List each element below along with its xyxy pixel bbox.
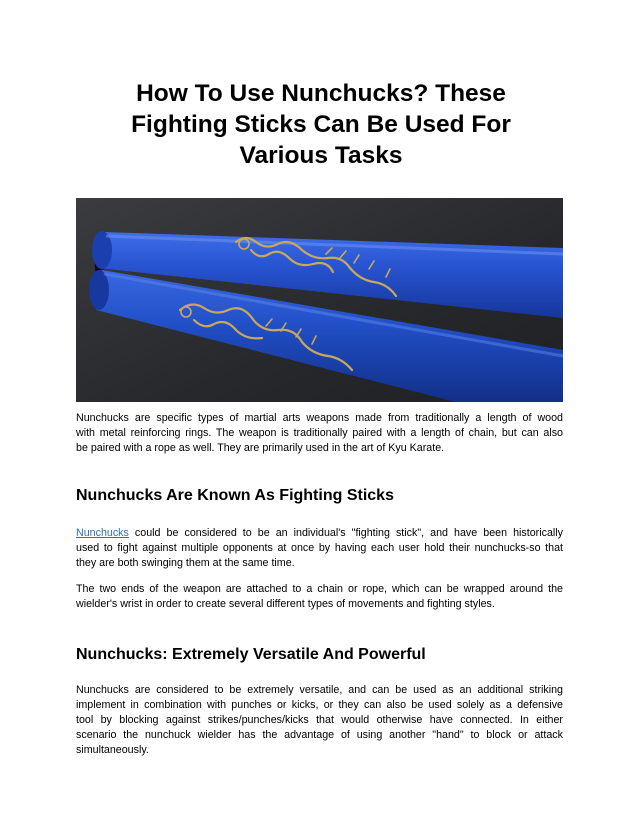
section-heading-versatile: Nunchucks: Extremely Versatile And Powerful: [76, 646, 426, 663]
intro-line: with metal reinforcing rings. The weapon is traditionally paired with a length of chain, but can also: [76, 427, 563, 439]
paragraph-line: implement in combination with punches or kicks, or they can also be used solely as a defensive: [76, 699, 563, 711]
title-line-1: How To Use Nunchucks? These: [136, 80, 506, 107]
fighting-sticks-paragraph-2: [76, 582, 563, 612]
paragraph-line: [76, 526, 563, 541]
fighting-sticks-paragraph-1: [76, 526, 563, 571]
paragraph-line: simultaneously.: [76, 744, 149, 756]
section-heading-fighting-sticks: Nunchucks Are Known As Fighting Sticks: [76, 487, 394, 504]
intro-paragraph: [76, 411, 563, 456]
intro-line: be paired with a rope as well. They are primarily used in the art of Kyu Karate.: [76, 442, 445, 454]
page-title: [80, 78, 562, 171]
versatile-paragraph: [76, 683, 563, 758]
title-line-2: Fighting Sticks Can Be Used For: [131, 111, 511, 138]
nunchucks-illustration: [76, 198, 563, 402]
paragraph-line-text: could be considered to be an individual's "fighting stick", and have been historically: [128, 527, 563, 539]
paragraph-line: The two ends of the weapon are attached to a chain or rope, which can be wrapped around the: [76, 583, 563, 595]
nunchucks-link[interactable]: Nunchucks: [76, 527, 129, 539]
intro-line: Nunchucks are specific types of martial arts weapons made from traditionally a length of wood: [76, 412, 563, 424]
paragraph-line: tool by blocking against strikes/punches/kicks that would otherwise have connected. In either: [76, 714, 563, 726]
paragraph-line: wielder's wrist in order to create several different types of movements and fighting styles.: [76, 598, 495, 610]
nunchucks-photo: [76, 198, 563, 402]
paragraph-line: they are both swinging them at the same time.: [76, 557, 295, 569]
paragraph-line: Nunchucks are considered to be extremely versatile, and can be used as an additional striking: [76, 684, 563, 696]
title-line-3: Various Tasks: [239, 142, 403, 169]
paragraph-line: used to fight against multiple opponents at once by having each user hold their nunchucks-so that: [76, 542, 563, 554]
paragraph-line: scenario the nunchuck wielder has the advantage of using another "hand" to block or attack: [76, 729, 563, 741]
